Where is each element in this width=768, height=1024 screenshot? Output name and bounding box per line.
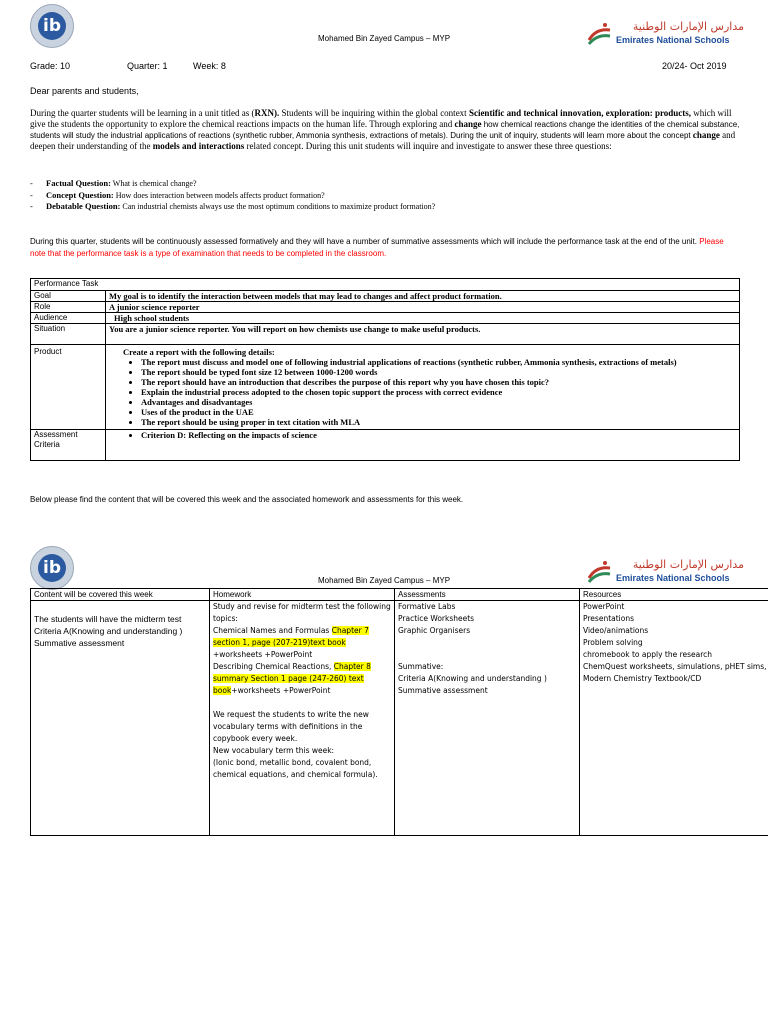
assessment-line: Formative Labs: [398, 602, 456, 611]
question-label: Factual Question:: [46, 178, 111, 188]
intro-bold-models: models and interactions: [152, 141, 245, 151]
list-item: • Criterion D: Reflecting on the impacts of science: [141, 430, 736, 440]
assessment-line: Summative:: [398, 662, 444, 671]
question-item: - Concept Question: How does interaction between models affects product formation?: [30, 189, 325, 200]
assessment-line: Graphic Organisers: [398, 626, 471, 635]
homework-line: +worksheets +PowerPoint: [213, 650, 313, 659]
audience-value: High school students: [106, 313, 740, 324]
table-row: [31, 302, 740, 313]
product-list: [109, 357, 736, 427]
table-row: [31, 430, 740, 461]
question-text: How does interaction between models affects product formation?: [113, 190, 325, 200]
homework-line: [213, 661, 391, 697]
intro-bold-context: Scientific and technical innovation, exploration: products,: [468, 108, 692, 118]
ens-logo: [586, 20, 746, 54]
question-item: - Factual Question: What is chemical change?: [30, 178, 197, 188]
grade: Grade: 10: [30, 61, 71, 71]
greeting: Dear parents and students,: [30, 86, 139, 96]
resource-line: Problem solving: [583, 638, 643, 647]
content-line: Summative assessment: [34, 638, 125, 648]
homework-topic: Describing Chemical Reactions,: [213, 662, 334, 671]
intro-text: which will give the students the opportunity to explore the chemical reactions impacts on the human life. Through exploring and: [30, 108, 732, 129]
intro-text: how chemical reactions change the identities of the chemical substance, students will study the industrial applications of reactions (synthetic rubber, Ammonia synthesis, extractions of metals). During the unit of inquiry, students will learn more about the concept: [30, 120, 740, 140]
intro-text: related concept. During this unit students will inquire and investigate to answer these three questions:: [244, 141, 612, 151]
assessment-note: [30, 236, 740, 260]
product-intro: Create a report with the following details:: [123, 347, 275, 357]
product-value: [106, 345, 740, 430]
table-row: [31, 345, 740, 430]
role-label: Role: [31, 302, 106, 313]
date: 20/24- Oct 2019: [662, 61, 727, 71]
question-label: Debatable Question:: [46, 201, 121, 211]
ens-english-name: Emirates National Schools: [616, 573, 730, 583]
quarter: Quarter: 1: [127, 61, 168, 71]
list-item: • Explain the industrial process adopted to the chosen topic support the process with correct evidence: [141, 387, 736, 397]
criteria-label: Assessment Criteria: [31, 430, 106, 461]
column-header: Resources: [580, 589, 768, 601]
content-line: The students will have the midterm test: [34, 614, 182, 624]
homework-line: We request the students to write the new vocabulary terms with definitions in the copybook every week.: [213, 710, 369, 743]
table-header-row: [31, 589, 768, 601]
weekly-table: [30, 588, 768, 836]
assessment-line: Practice Worksheets: [398, 614, 475, 623]
criteria-list: [109, 430, 736, 440]
ens-swirl-icon: [586, 560, 612, 586]
homework-cell: [210, 601, 395, 836]
homework-line: New vocabulary term this week:: [213, 746, 335, 755]
list-item: • The report must discuss and model one of following industrial applications of reactions (synthetic rubber, Ammonia synthesis, extractions of metals): [141, 357, 736, 367]
ens-english-name: Emirates National Schools: [616, 35, 730, 45]
list-item: • The report should be using proper in text citation with MLA: [141, 417, 736, 427]
table-row: [31, 601, 768, 836]
content-cell: [31, 601, 210, 836]
ens-arabic-name: مدارس الإمارات الوطنية: [632, 558, 744, 571]
intro-text: and deepen their understanding of the: [30, 130, 736, 151]
intro-text: Students will be inquiring within the global context: [279, 108, 469, 118]
performance-task-title: Performance Task: [31, 279, 740, 291]
table-row: [31, 313, 740, 324]
homework-highlight: Chapter 8 summary Section 1 page (247-260) text book: [213, 662, 371, 695]
homework-topic: Chemical Names and Formulas: [213, 626, 332, 635]
ens-arabic-name: مدارس الإمارات الوطنية: [632, 20, 744, 33]
resource-line: ChemQuest worksheets, simulations, pHET sims, Modern Chemistry Textbook/CD: [583, 662, 767, 683]
product-label: Product: [31, 345, 106, 430]
list-item: • The report should be typed font size 12 between 1000-1200 words: [141, 367, 736, 377]
resources-cell: [580, 601, 768, 836]
week: Week: 8: [193, 61, 226, 71]
intro-bold-unit: RXN).: [254, 108, 280, 118]
question-label: Concept Question:: [46, 189, 114, 200]
questions-list: [30, 178, 730, 213]
audience-label: Audience: [31, 313, 106, 324]
homework-highlight: Chapter 7 section 1, page (207-219)text book: [213, 626, 369, 647]
homework-line: [213, 625, 391, 649]
column-header: Homework: [210, 589, 395, 601]
resource-line: Presentations: [583, 614, 635, 623]
ib-logo-letter: ib: [38, 554, 66, 582]
performance-task-table: [30, 278, 740, 461]
campus-title: Mohamed Bin Zayed Campus – MYP: [317, 576, 451, 585]
resource-line: PowerPoint: [583, 602, 625, 611]
homework-line: Study and revise for midterm test the following topics:: [213, 602, 391, 623]
situation-label: Situation: [31, 324, 106, 345]
intro-text: During the quarter students will be learning in a unit titled as (: [30, 108, 255, 118]
situation-value: You are a junior science reporter. You will report on how chemists use change to make useful products.: [106, 324, 740, 345]
intro-bold-change: change: [454, 119, 482, 129]
content-line: Criteria A(Knowing and understanding ): [34, 626, 183, 636]
resource-line: chromebook to apply the research: [583, 650, 713, 659]
list-item: • Advantages and disadvantages: [141, 397, 736, 407]
column-header: Content will be covered this week: [31, 589, 210, 601]
goal-value: My goal is to identify the interaction between models that may lead to changes and affect product formation.: [106, 291, 740, 302]
question-text: Can industrial chemists always use the most optimum conditions to maximize product formation?: [120, 202, 436, 211]
ib-logo-letter: ib: [38, 12, 66, 40]
role-value: A junior science reporter: [106, 302, 740, 313]
intro-bold-change: change: [692, 130, 720, 140]
table-row: [31, 291, 740, 302]
ens-swirl-icon: [586, 22, 612, 48]
question-item: - Debatable Question: Can industrial chemists always use the most optimum conditions to maximize product formation?: [30, 201, 436, 211]
assessment-note-text: During this quarter, students will be continuously assessed formatively and they will have a number of summative assessments which will include the performance task at the end of the unit.: [30, 237, 700, 246]
campus-title: Mohamed Bin Zayed Campus – MYP: [317, 34, 451, 43]
resource-line: Video/animations: [583, 626, 649, 635]
assessment-note-warning: Please note that the performance task is a type of examination that needs to be completed in the classroom.: [30, 237, 724, 258]
assessment-line: Summative assessment: [398, 686, 488, 695]
criteria-value: [106, 430, 740, 461]
table-row: [31, 279, 740, 291]
column-header: Assessments: [395, 589, 580, 601]
intro-paragraph: [30, 108, 740, 152]
homework-topic: +worksheets +PowerPoint: [231, 686, 331, 695]
list-item: • The report should have an introduction that describes the purpose of this report why you have chosen this topic?: [141, 377, 736, 387]
table-row: [31, 324, 740, 345]
ens-logo: [586, 558, 746, 592]
homework-line: (Ionic bond, metallic bond, covalent bond, chemical equations, and chemical formula).: [213, 758, 378, 779]
assessment-line: Criteria A(Knowing and understanding ): [398, 674, 547, 683]
assessments-cell: [395, 601, 580, 836]
below-note: Below please find the content that will be covered this week and the associated homework and assessments for this week.: [30, 495, 464, 504]
goal-label: Goal: [31, 291, 106, 302]
question-text: What is chemical change?: [110, 179, 197, 188]
list-item: • Uses of the product in the UAE: [141, 407, 736, 417]
